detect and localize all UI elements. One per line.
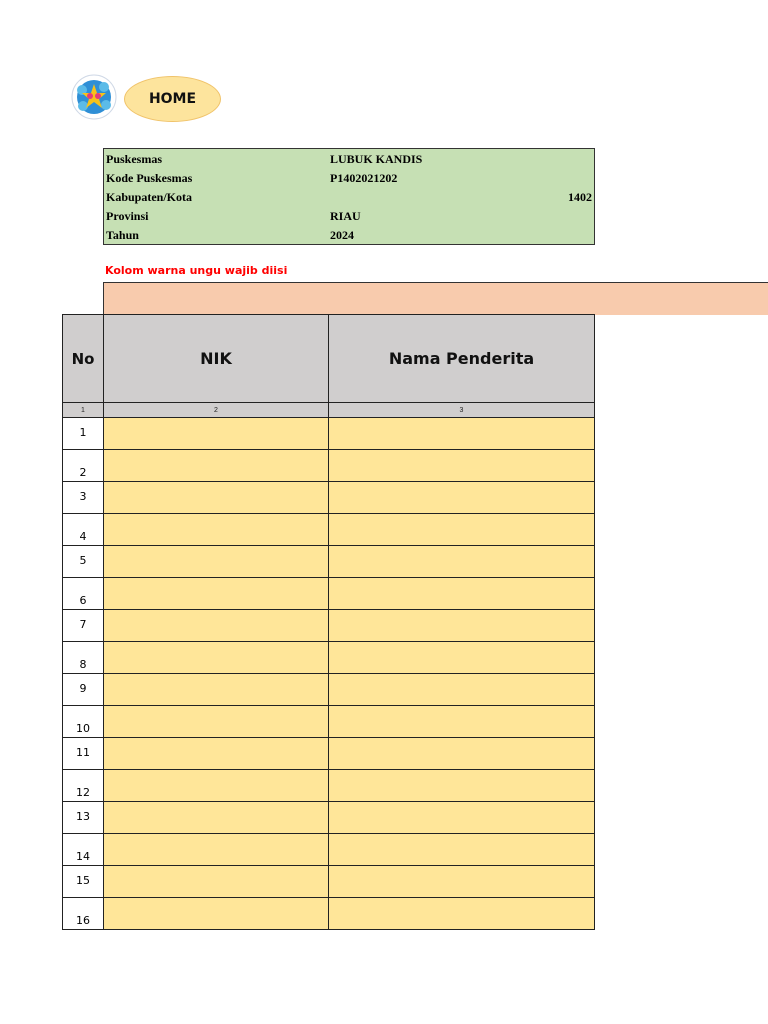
info-label: Tahun [106,228,139,242]
nik-input-cell[interactable] [104,706,329,738]
column-index: 2 [104,403,329,418]
column-header-nama-penderita: Nama Penderita [329,315,595,403]
nama-penderita-input-cell[interactable] [329,578,595,610]
table-row [63,450,595,482]
info-label: Kode Puskesmas [106,171,193,185]
nama-penderita-input-cell[interactable] [329,418,595,450]
nama-penderita-input-cell[interactable] [329,706,595,738]
table-row [63,482,595,514]
row-number: 7 [63,610,104,642]
table-row [63,642,595,674]
nik-input-cell[interactable] [104,546,329,578]
table-row [63,706,595,738]
patient-table [62,314,595,930]
nik-input-cell[interactable] [104,450,329,482]
table-row [63,738,595,770]
nik-input-cell[interactable] [104,802,329,834]
nama-penderita-input-cell[interactable] [329,738,595,770]
table-row [63,834,595,866]
column-header-nik: NIK [104,315,329,403]
row-number: 12 [63,770,104,802]
home-button[interactable]: HOME [124,76,221,122]
table-body [63,418,595,930]
table-row [63,674,595,706]
nik-input-cell[interactable] [104,674,329,706]
row-number: 10 [63,706,104,738]
nama-penderita-input-cell[interactable] [329,450,595,482]
nama-penderita-input-cell[interactable] [329,514,595,546]
info-value: RIAU [330,209,361,223]
nama-penderita-input-cell[interactable] [329,834,595,866]
nama-penderita-input-cell[interactable] [329,802,595,834]
table-row [63,514,595,546]
info-value: 1402 [568,190,592,204]
nama-penderita-input-cell[interactable] [329,642,595,674]
row-number: 5 [63,546,104,578]
nama-penderita-input-cell[interactable] [329,546,595,578]
nik-input-cell[interactable] [104,866,329,898]
table-row [63,898,595,930]
row-number: 6 [63,578,104,610]
column-index: 1 [63,403,104,418]
row-number: 1 [63,418,104,450]
row-number: 4 [63,514,104,546]
info-value: LUBUK KANDIS [330,152,423,166]
nik-input-cell[interactable] [104,418,329,450]
info-label: Kabupaten/Kota [106,190,193,204]
row-number: 9 [63,674,104,706]
info-label: Provinsi [106,209,149,223]
info-value: 2024 [330,228,354,242]
column-index: 3 [329,403,595,418]
nama-penderita-input-cell[interactable] [329,482,595,514]
info-row-provinsi [104,207,594,226]
table-row [63,866,595,898]
table-row [63,802,595,834]
row-number: 3 [63,482,104,514]
nama-penderita-input-cell[interactable] [329,898,595,930]
puskesmas-info-panel [103,148,595,245]
table-row [63,546,595,578]
table-row [63,418,595,450]
table-row [63,578,595,610]
info-row-puskesmas [104,150,594,169]
row-number: 2 [63,450,104,482]
nik-input-cell[interactable] [104,578,329,610]
info-row-tahun [104,226,594,245]
row-number: 8 [63,642,104,674]
nik-input-cell[interactable] [104,482,329,514]
info-label: Puskesmas [106,152,163,166]
row-number: 13 [63,802,104,834]
nik-input-cell[interactable] [104,834,329,866]
nik-input-cell[interactable] [104,738,329,770]
table-row [63,610,595,642]
info-row-kode-puskesmas [104,169,594,188]
nik-input-cell[interactable] [104,514,329,546]
required-field-note: Kolom warna ungu wajib diisi [105,264,288,277]
nama-penderita-input-cell[interactable] [329,610,595,642]
nik-input-cell[interactable] [104,642,329,674]
row-number: 11 [63,738,104,770]
info-value: P1402021202 [330,171,398,185]
column-index-row [63,403,595,418]
organization-logo [70,72,118,122]
column-header-no: No [63,315,104,403]
row-number: 16 [63,898,104,930]
banner-band [103,282,768,315]
nik-input-cell[interactable] [104,898,329,930]
table-row [63,770,595,802]
info-row-kabupaten-kota [104,188,594,207]
row-number: 14 [63,834,104,866]
nama-penderita-input-cell[interactable] [329,866,595,898]
nama-penderita-input-cell[interactable] [329,674,595,706]
nik-input-cell[interactable] [104,610,329,642]
nik-input-cell[interactable] [104,770,329,802]
row-number: 15 [63,866,104,898]
nama-penderita-input-cell[interactable] [329,770,595,802]
table-header-row [63,315,595,403]
